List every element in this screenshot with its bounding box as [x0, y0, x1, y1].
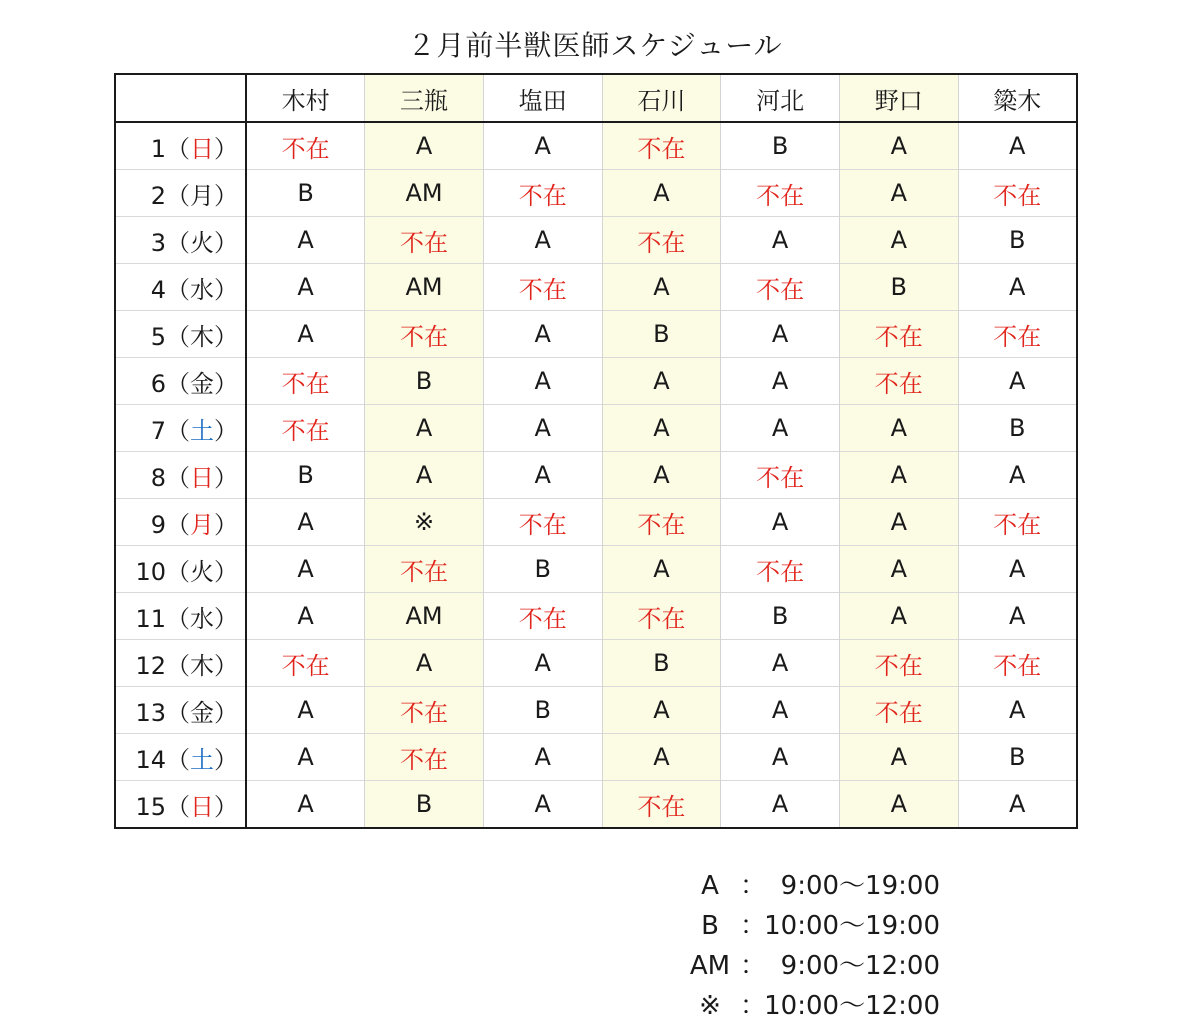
shift-cell: B — [246, 452, 365, 499]
shift-cell: AM — [365, 264, 484, 311]
shift-cell: B — [602, 640, 721, 687]
shift-cell: 不在 — [721, 170, 840, 217]
date-number: 11 — [135, 604, 166, 633]
weekday-label: 水 — [190, 604, 214, 633]
shift-cell: A — [958, 546, 1077, 593]
schedule-row — [115, 640, 1077, 687]
shift-cell: A — [721, 781, 840, 829]
schedule-row — [115, 452, 1077, 499]
shift-cell: A — [602, 264, 721, 311]
shift-cell: A — [958, 781, 1077, 829]
schedule-row — [115, 687, 1077, 734]
weekday-paren-close: ） — [214, 745, 238, 774]
weekday-paren-close: ） — [214, 275, 238, 304]
weekday-label: 木 — [190, 322, 214, 351]
date-number: 13 — [135, 698, 166, 727]
shift-cell: 不在 — [602, 781, 721, 829]
weekday-paren-open: （ — [166, 745, 190, 774]
shift-cell: A — [365, 640, 484, 687]
shift-cell: A — [839, 405, 958, 452]
shift-cell: A — [602, 452, 721, 499]
weekday-paren-close: ） — [214, 228, 238, 257]
shift-cell: A — [721, 311, 840, 358]
weekday-paren-open: （ — [166, 322, 190, 351]
date-cell — [115, 358, 246, 405]
shift-cell: A — [483, 217, 602, 264]
weekday-paren-open: （ — [166, 416, 190, 445]
weekday-paren-close: ） — [214, 510, 238, 539]
shift-cell: A — [839, 170, 958, 217]
shift-cell: A — [839, 546, 958, 593]
legend-key: AM — [689, 951, 731, 981]
weekday-paren-open: （ — [166, 698, 190, 727]
shift-cell: A — [246, 311, 365, 358]
schedule-row — [115, 122, 1077, 170]
header-row — [115, 74, 1077, 122]
date-number: 6 — [150, 369, 166, 398]
date-number: 5 — [150, 322, 166, 351]
weekday-label: 日 — [190, 134, 214, 163]
schedule-row — [115, 593, 1077, 640]
shift-cell: A — [721, 734, 840, 781]
date-number: 9 — [150, 510, 166, 539]
legend-separator: ： — [740, 911, 767, 941]
shift-cell: 不在 — [246, 358, 365, 405]
date-number: 14 — [135, 745, 166, 774]
weekday-label: 土 — [190, 745, 214, 774]
shift-cell: 不在 — [958, 170, 1077, 217]
shift-cell: ※ — [365, 499, 484, 546]
shift-cell: B — [246, 170, 365, 217]
shift-cell: A — [602, 358, 721, 405]
shift-cell: B — [602, 311, 721, 358]
shift-cell: 不在 — [246, 405, 365, 452]
shift-cell: A — [721, 640, 840, 687]
date-cell — [115, 264, 246, 311]
legend-time: 10:00〜12:00 — [764, 991, 940, 1021]
shift-cell: B — [365, 358, 484, 405]
shift-cell: A — [958, 593, 1077, 640]
date-cell — [115, 452, 246, 499]
legend-time: 9:00〜12:00 — [780, 951, 940, 981]
date-cell — [115, 170, 246, 217]
legend-separator: ： — [740, 871, 767, 901]
shift-cell: A — [246, 264, 365, 311]
shift-cell: 不在 — [958, 640, 1077, 687]
shift-cell: A — [246, 687, 365, 734]
schedule-row — [115, 358, 1077, 405]
shift-cell: A — [602, 734, 721, 781]
shift-cell: A — [246, 546, 365, 593]
shift-cell: A — [958, 122, 1077, 170]
date-number: 7 — [150, 416, 166, 445]
header-corner-cell — [115, 74, 246, 122]
shift-cell: A — [246, 781, 365, 829]
legend-item — [680, 946, 940, 986]
shift-cell: A — [602, 687, 721, 734]
weekday-paren-close: ） — [214, 369, 238, 398]
shift-cell: A — [839, 781, 958, 829]
weekday-paren-close: ） — [214, 322, 238, 351]
shift-cell: 不在 — [483, 264, 602, 311]
date-cell — [115, 122, 246, 170]
weekday-paren-open: （ — [166, 134, 190, 163]
shift-cell: A — [958, 687, 1077, 734]
legend-item — [680, 866, 940, 906]
date-number: 1 — [150, 134, 166, 163]
weekday-paren-open: （ — [166, 604, 190, 633]
shift-cell: A — [483, 405, 602, 452]
legend-time: 10:00〜19:00 — [764, 911, 940, 941]
shift-cell: A — [721, 358, 840, 405]
date-cell — [115, 734, 246, 781]
schedule-table — [114, 73, 1078, 829]
shift-cell: 不在 — [721, 264, 840, 311]
legend-item — [680, 906, 940, 946]
shift-cell: B — [483, 687, 602, 734]
shift-cell: B — [958, 405, 1077, 452]
shift-cell: A — [483, 311, 602, 358]
shift-cell: A — [483, 640, 602, 687]
weekday-label: 木 — [190, 651, 214, 680]
shift-cell: A — [721, 687, 840, 734]
schedule-row — [115, 311, 1077, 358]
shift-cell: 不在 — [365, 734, 484, 781]
weekday-label: 火 — [190, 557, 214, 586]
shift-cell: 不在 — [721, 546, 840, 593]
date-cell — [115, 781, 246, 829]
shift-cell: A — [602, 546, 721, 593]
shift-cell: A — [839, 217, 958, 264]
weekday-paren-close: ） — [214, 557, 238, 586]
shift-cell: B — [839, 264, 958, 311]
shift-cell: A — [602, 170, 721, 217]
legend-key: ※ — [699, 991, 721, 1021]
schedule-row — [115, 264, 1077, 311]
doctor-header: 野口 — [839, 74, 958, 122]
shift-cell: 不在 — [602, 217, 721, 264]
shift-cell: AM — [365, 593, 484, 640]
shift-cell: A — [958, 358, 1077, 405]
shift-cell: A — [365, 405, 484, 452]
legend-separator: ： — [740, 951, 767, 981]
shift-cell: 不在 — [721, 452, 840, 499]
shift-cell: B — [483, 546, 602, 593]
weekday-label: 日 — [190, 463, 214, 492]
date-number: 15 — [135, 792, 166, 821]
shift-cell: 不在 — [602, 499, 721, 546]
shift-cell: A — [839, 452, 958, 499]
shift-cell: 不在 — [483, 499, 602, 546]
shift-cell: A — [602, 405, 721, 452]
shift-cell: 不在 — [602, 122, 721, 170]
weekday-label: 月 — [190, 510, 214, 539]
weekday-paren-close: ） — [214, 181, 238, 210]
date-number: 2 — [150, 181, 166, 210]
shift-cell: 不在 — [839, 687, 958, 734]
date-cell — [115, 640, 246, 687]
shift-cell: 不在 — [839, 311, 958, 358]
shift-cell: 不在 — [839, 640, 958, 687]
page-title: ２月前半獣医師スケジュール — [407, 29, 783, 62]
shift-cell: A — [483, 781, 602, 829]
shift-cell: B — [721, 122, 840, 170]
legend-separator: ： — [740, 991, 767, 1021]
date-cell — [115, 311, 246, 358]
weekday-label: 土 — [190, 416, 214, 445]
weekday-paren-open: （ — [166, 463, 190, 492]
doctor-header: 塩田 — [483, 74, 602, 122]
shift-cell: A — [839, 122, 958, 170]
shift-cell: 不在 — [365, 311, 484, 358]
shift-cell: B — [958, 734, 1077, 781]
shift-cell: 不在 — [246, 122, 365, 170]
date-cell — [115, 687, 246, 734]
date-number: 12 — [135, 651, 166, 680]
shift-cell: 不在 — [483, 593, 602, 640]
schedule-row — [115, 405, 1077, 452]
shift-cell: A — [721, 217, 840, 264]
shift-cell: AM — [365, 170, 484, 217]
weekday-paren-close: ） — [214, 463, 238, 492]
weekday-paren-close: ） — [214, 416, 238, 445]
shift-cell: B — [365, 781, 484, 829]
schedule-row — [115, 499, 1077, 546]
shift-cell: 不在 — [958, 499, 1077, 546]
weekday-label: 金 — [190, 698, 214, 727]
weekday-paren-close: ） — [214, 651, 238, 680]
weekday-label: 火 — [190, 228, 214, 257]
date-number: 4 — [150, 275, 166, 304]
weekday-paren-close: ） — [214, 604, 238, 633]
shift-cell: A — [958, 452, 1077, 499]
weekday-paren-open: （ — [166, 275, 190, 304]
weekday-paren-open: （ — [166, 181, 190, 210]
shift-cell: 不在 — [365, 546, 484, 593]
legend-item — [680, 986, 940, 1026]
shift-cell: 不在 — [483, 170, 602, 217]
weekday-label: 日 — [190, 792, 214, 821]
shift-cell: A — [839, 593, 958, 640]
shift-cell: A — [721, 405, 840, 452]
shift-cell: B — [958, 217, 1077, 264]
weekday-paren-close: ） — [214, 134, 238, 163]
weekday-paren-open: （ — [166, 369, 190, 398]
shift-cell: 不在 — [246, 640, 365, 687]
doctor-header: 木村 — [246, 74, 365, 122]
shift-cell: A — [246, 593, 365, 640]
weekday-paren-open: （ — [166, 557, 190, 586]
shift-legend — [680, 866, 940, 1026]
shift-cell: A — [839, 499, 958, 546]
shift-cell: 不在 — [365, 217, 484, 264]
weekday-paren-open: （ — [166, 510, 190, 539]
shift-cell: A — [246, 734, 365, 781]
weekday-paren-close: ） — [214, 792, 238, 821]
weekday-paren-open: （ — [166, 792, 190, 821]
schedule-row — [115, 170, 1077, 217]
date-cell — [115, 217, 246, 264]
shift-cell: 不在 — [958, 311, 1077, 358]
shift-cell: 不在 — [602, 593, 721, 640]
date-number: 8 — [150, 463, 166, 492]
date-cell — [115, 405, 246, 452]
weekday-paren-open: （ — [166, 228, 190, 257]
shift-cell: A — [365, 122, 484, 170]
date-cell — [115, 546, 246, 593]
shift-cell: B — [721, 593, 840, 640]
doctor-header: 三瓶 — [365, 74, 484, 122]
schedule-row — [115, 781, 1077, 829]
shift-cell: A — [483, 122, 602, 170]
shift-cell: A — [839, 734, 958, 781]
shift-cell: A — [246, 499, 365, 546]
legend-key: A — [701, 871, 719, 901]
weekday-paren-close: ） — [214, 698, 238, 727]
doctor-header: 石川 — [602, 74, 721, 122]
weekday-label: 金 — [190, 369, 214, 398]
doctor-header: 河北 — [721, 74, 840, 122]
schedule-row — [115, 734, 1077, 781]
shift-cell: A — [958, 264, 1077, 311]
shift-cell: 不在 — [365, 687, 484, 734]
schedule-row — [115, 546, 1077, 593]
doctor-header: 簗木 — [958, 74, 1077, 122]
shift-cell: A — [721, 499, 840, 546]
shift-cell: A — [246, 217, 365, 264]
date-number: 3 — [150, 228, 166, 257]
legend-key: B — [701, 911, 719, 941]
schedule-row — [115, 217, 1077, 264]
shift-cell: A — [483, 358, 602, 405]
schedule-body — [115, 122, 1077, 828]
weekday-paren-open: （ — [166, 651, 190, 680]
shift-cell: A — [483, 452, 602, 499]
shift-cell: A — [483, 734, 602, 781]
weekday-label: 水 — [190, 275, 214, 304]
legend-time: 9:00〜19:00 — [780, 871, 940, 901]
shift-cell: 不在 — [839, 358, 958, 405]
shift-cell: A — [365, 452, 484, 499]
weekday-label: 月 — [190, 181, 214, 210]
date-cell — [115, 593, 246, 640]
date-number: 10 — [135, 557, 166, 586]
date-cell — [115, 499, 246, 546]
